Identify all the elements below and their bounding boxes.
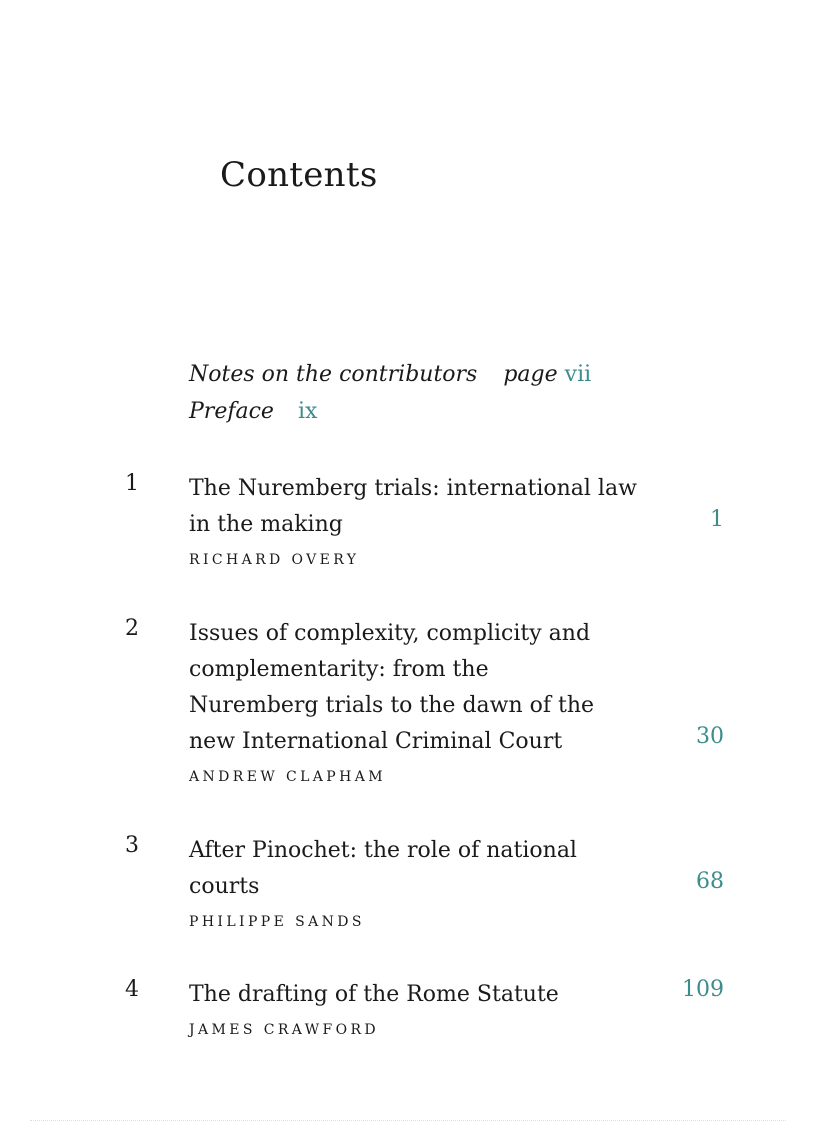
chapter-title-line: in the making (189, 512, 343, 537)
toc-entry-notes-on-contributors[interactable] (189, 362, 591, 387)
chapter-title (189, 616, 669, 760)
chapter-author: JAMES CRAWFORD (189, 1022, 380, 1038)
chapter-number: 2 (125, 616, 139, 641)
toc-page-number: vii (564, 362, 592, 387)
chapter-title-line: The drafting of the Rome Statute (189, 982, 559, 1007)
chapter-title-line: complementarity: from the (189, 657, 489, 682)
chapter-title-line: The Nuremberg trials: international law (189, 476, 637, 501)
chapter-title-line: Nuremberg trials to the dawn of the (189, 693, 595, 718)
page-title: Contents (220, 155, 378, 195)
chapter-number: 1 (125, 471, 139, 496)
chapter-page-number: 1 (710, 507, 724, 532)
chapter-author: ANDREW CLAPHAM (189, 769, 386, 785)
chapter-title-line: Issues of complexity, complicity and (189, 621, 591, 646)
page-bottom-divider (30, 1120, 786, 1121)
page-word: page (503, 362, 558, 387)
chapter-author: PHILIPPE SANDS (189, 914, 365, 930)
chapter-title-line: courts (189, 874, 260, 899)
chapter-title (189, 471, 669, 543)
toc-entry-label: Preface (189, 399, 274, 424)
chapter-page-number: 109 (682, 977, 724, 1002)
chapter-author: RICHARD OVERY (189, 552, 360, 568)
chapter-title (189, 977, 669, 1013)
chapter-title (189, 833, 669, 905)
toc-entry-preface[interactable] (189, 399, 317, 424)
chapter-title-line: new International Criminal Court (189, 729, 563, 754)
chapter-page-number: 68 (696, 869, 724, 894)
toc-page-number: ix (297, 399, 318, 424)
chapter-number: 3 (125, 833, 139, 858)
chapter-page-number: 30 (696, 724, 724, 749)
chapter-title-line: After Pinochet: the role of national (189, 838, 577, 863)
toc-entry-label: Notes on the contributors (189, 362, 478, 387)
chapter-number: 4 (125, 977, 139, 1002)
